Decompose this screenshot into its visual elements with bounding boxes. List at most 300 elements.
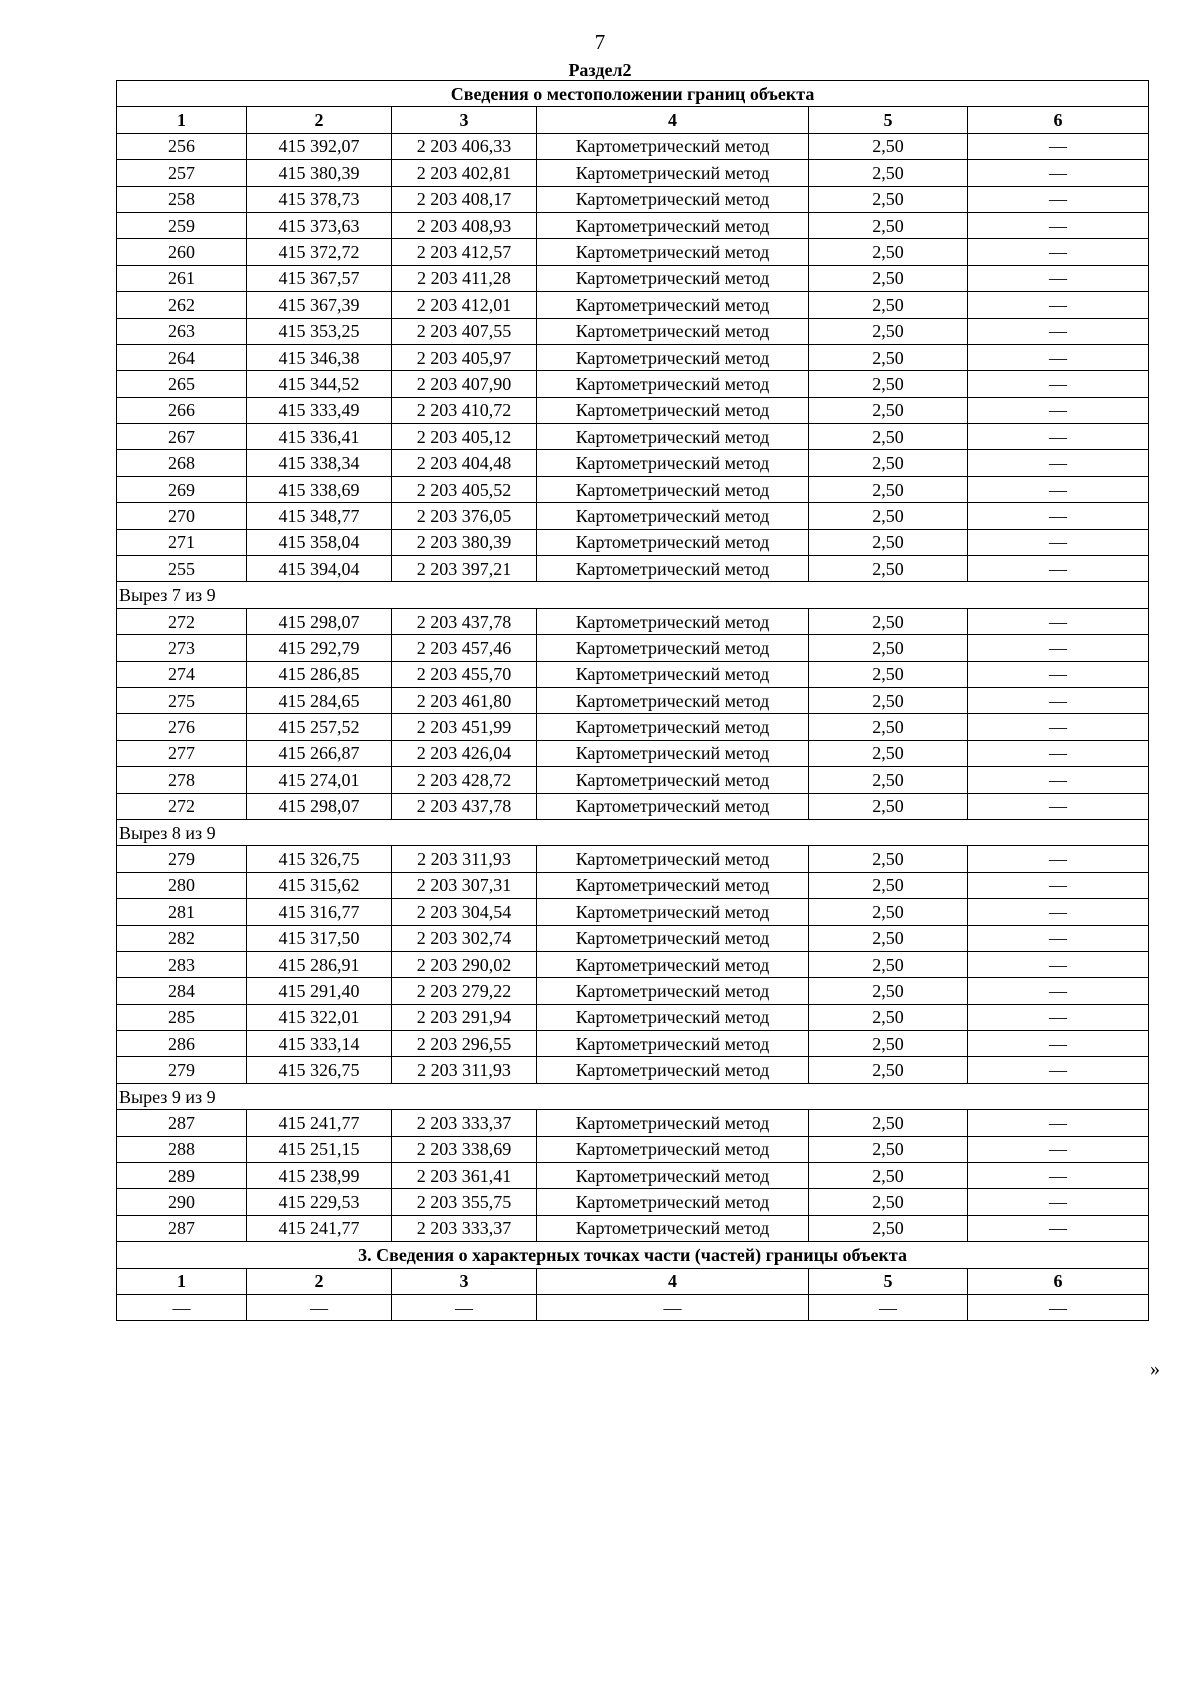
table-cell: Картометрический метод bbox=[537, 767, 809, 793]
table-cell: 2 203 457,46 bbox=[392, 635, 537, 661]
table-row bbox=[117, 846, 1149, 872]
table-row bbox=[117, 371, 1149, 397]
boundary-table bbox=[116, 80, 1149, 1321]
table-cell: 2 203 397,21 bbox=[392, 556, 537, 582]
table-cell: 2,50 bbox=[809, 476, 968, 502]
table-cell: 2 203 455,70 bbox=[392, 661, 537, 687]
table-cell: Картометрический метод bbox=[537, 424, 809, 450]
table-cell: Картометрический метод bbox=[537, 1163, 809, 1189]
table-cell: Картометрический метод bbox=[537, 1136, 809, 1162]
table-cell: 288 bbox=[117, 1136, 247, 1162]
table-cell: 272 bbox=[117, 608, 247, 634]
table-cell: 283 bbox=[117, 951, 247, 977]
table-cell: 415 322,01 bbox=[247, 1004, 392, 1030]
table-cell: 2,50 bbox=[809, 212, 968, 238]
table-cell: 415 238,99 bbox=[247, 1163, 392, 1189]
table-cell: 415 367,39 bbox=[247, 292, 392, 318]
table-cell: — bbox=[968, 292, 1149, 318]
table-cell: 415 326,75 bbox=[247, 846, 392, 872]
table-row bbox=[117, 635, 1149, 661]
table-cell: — bbox=[968, 951, 1149, 977]
table-header-row bbox=[117, 107, 1149, 133]
table-cell: 270 bbox=[117, 503, 247, 529]
table-cell: — bbox=[968, 344, 1149, 370]
table-cell: — bbox=[968, 503, 1149, 529]
table-cell: 2 203 333,37 bbox=[392, 1215, 537, 1241]
table-cell: 2 203 411,28 bbox=[392, 265, 537, 291]
table-cell: 2 203 426,04 bbox=[392, 740, 537, 766]
table-cell: — bbox=[968, 397, 1149, 423]
table-cell: 276 bbox=[117, 714, 247, 740]
table-cell: 2,50 bbox=[809, 1163, 968, 1189]
table-cell: 2,50 bbox=[809, 318, 968, 344]
table-cell: Картометрический метод bbox=[537, 476, 809, 502]
table-cell: 2,50 bbox=[809, 1004, 968, 1030]
table-cell: — bbox=[968, 1189, 1149, 1215]
table-cell: Картометрический метод bbox=[537, 186, 809, 212]
table-cell: 286 bbox=[117, 1031, 247, 1057]
table-cell: 415 367,57 bbox=[247, 265, 392, 291]
table-cell: 415 338,34 bbox=[247, 450, 392, 476]
table-row bbox=[117, 265, 1149, 291]
table-cell: Картометрический метод bbox=[537, 608, 809, 634]
boundary-table-body bbox=[117, 81, 1149, 1321]
table-cell: 255 bbox=[117, 556, 247, 582]
table-cell: — bbox=[968, 925, 1149, 951]
table-cell: — bbox=[968, 160, 1149, 186]
table-cell: — bbox=[968, 450, 1149, 476]
table-cell: 415 229,53 bbox=[247, 1189, 392, 1215]
table-cell: — bbox=[968, 1031, 1149, 1057]
table-cell: 2 203 410,72 bbox=[392, 397, 537, 423]
table-cell: Картометрический метод bbox=[537, 951, 809, 977]
table-cell: — bbox=[968, 371, 1149, 397]
table-row bbox=[117, 292, 1149, 318]
table-cell: 415 333,14 bbox=[247, 1031, 392, 1057]
table-cell: 2,50 bbox=[809, 925, 968, 951]
table-row bbox=[117, 1136, 1149, 1162]
table-cell: 415 291,40 bbox=[247, 978, 392, 1004]
table-row bbox=[117, 925, 1149, 951]
table-cell: — bbox=[968, 212, 1149, 238]
table-row bbox=[117, 344, 1149, 370]
table-row bbox=[117, 239, 1149, 265]
table-cell: 2 203 412,01 bbox=[392, 292, 537, 318]
page-number: 7 bbox=[594, 30, 606, 54]
table-cell: 2 203 380,39 bbox=[392, 529, 537, 555]
table-cell: 2,50 bbox=[809, 344, 968, 370]
table-cell: 2,50 bbox=[809, 424, 968, 450]
table-cell: 415 326,75 bbox=[247, 1057, 392, 1083]
column-header: 4 bbox=[537, 1268, 809, 1294]
table-cell: 415 274,01 bbox=[247, 767, 392, 793]
table-cell: 268 bbox=[117, 450, 247, 476]
table-cell: 415 257,52 bbox=[247, 714, 392, 740]
table-cell: — bbox=[968, 133, 1149, 159]
table-cell: — bbox=[968, 608, 1149, 634]
table-cell: 2 203 307,31 bbox=[392, 872, 537, 898]
table-cell: 279 bbox=[117, 846, 247, 872]
table-cell: 2,50 bbox=[809, 1215, 968, 1241]
group-label-row bbox=[117, 582, 1149, 608]
table-cell: Картометрический метод bbox=[537, 846, 809, 872]
table-cell: 2,50 bbox=[809, 1031, 968, 1057]
table-cell: Картометрический метод bbox=[537, 529, 809, 555]
table-row bbox=[117, 1031, 1149, 1057]
table-cell: 2,50 bbox=[809, 397, 968, 423]
table-row bbox=[117, 951, 1149, 977]
group-label: Вырез 7 из 9 bbox=[117, 582, 1149, 608]
table-header-row bbox=[117, 1268, 1149, 1294]
table-row bbox=[117, 212, 1149, 238]
group-label: Вырез 8 из 9 bbox=[117, 819, 1149, 845]
table-cell: 2,50 bbox=[809, 635, 968, 661]
table-cell: Картометрический метод bbox=[537, 872, 809, 898]
table-cell: Картометрический метод bbox=[537, 556, 809, 582]
table-cell: 2 203 408,17 bbox=[392, 186, 537, 212]
table-cell: — bbox=[968, 661, 1149, 687]
table-cell: Картометрический метод bbox=[537, 318, 809, 344]
table-cell: 415 373,63 bbox=[247, 212, 392, 238]
table-row bbox=[117, 133, 1149, 159]
table-cell: 2 203 404,48 bbox=[392, 450, 537, 476]
table-cell: 282 bbox=[117, 925, 247, 951]
table-cell: 2 203 405,12 bbox=[392, 424, 537, 450]
table-cell: Картометрический метод bbox=[537, 160, 809, 186]
table-cell: 290 bbox=[117, 1189, 247, 1215]
table-cell: — bbox=[247, 1294, 392, 1320]
table-cell: 279 bbox=[117, 1057, 247, 1083]
table-cell: 258 bbox=[117, 186, 247, 212]
column-header: 1 bbox=[117, 107, 247, 133]
table-cell: 415 292,79 bbox=[247, 635, 392, 661]
table-row bbox=[117, 1004, 1149, 1030]
table-row bbox=[117, 503, 1149, 529]
table-cell: 415 251,15 bbox=[247, 1136, 392, 1162]
table-cell: 256 bbox=[117, 133, 247, 159]
table-cell: 280 bbox=[117, 872, 247, 898]
table-row bbox=[117, 424, 1149, 450]
table-row bbox=[117, 318, 1149, 344]
table-cell: — bbox=[968, 767, 1149, 793]
table-row bbox=[117, 714, 1149, 740]
table-cell: 2,50 bbox=[809, 160, 968, 186]
table-cell: 257 bbox=[117, 160, 247, 186]
table-cell: Картометрический метод bbox=[537, 265, 809, 291]
table-cell: 2 203 428,72 bbox=[392, 767, 537, 793]
table-cell: — bbox=[968, 1215, 1149, 1241]
table-cell: 271 bbox=[117, 529, 247, 555]
table-row bbox=[117, 476, 1149, 502]
table-cell: 263 bbox=[117, 318, 247, 344]
group-label: Вырез 9 из 9 bbox=[117, 1083, 1149, 1109]
table-cell: 2 203 311,93 bbox=[392, 1057, 537, 1083]
table-cell: 261 bbox=[117, 265, 247, 291]
table-cell: 2 203 290,02 bbox=[392, 951, 537, 977]
table-cell: 2,50 bbox=[809, 661, 968, 687]
table-cell: 2 203 304,54 bbox=[392, 899, 537, 925]
column-header: 1 bbox=[117, 1268, 247, 1294]
column-header: 4 bbox=[537, 107, 809, 133]
table-cell: Картометрический метод bbox=[537, 1215, 809, 1241]
table-cell: 265 bbox=[117, 371, 247, 397]
table-cell: 2 203 461,80 bbox=[392, 687, 537, 713]
table-cell: 415 284,65 bbox=[247, 687, 392, 713]
table-cell: 415 344,52 bbox=[247, 371, 392, 397]
table-cell: 415 333,49 bbox=[247, 397, 392, 423]
table-cell: 2,50 bbox=[809, 978, 968, 1004]
table-cell: — bbox=[968, 740, 1149, 766]
table-cell: — bbox=[968, 239, 1149, 265]
table-cell: 2 203 279,22 bbox=[392, 978, 537, 1004]
table-cell: 2 203 407,55 bbox=[392, 318, 537, 344]
table-cell: — bbox=[809, 1294, 968, 1320]
table-cell: 415 346,38 bbox=[247, 344, 392, 370]
table-row bbox=[117, 556, 1149, 582]
table-cell: 415 298,07 bbox=[247, 608, 392, 634]
table-cell: Картометрический метод bbox=[537, 1057, 809, 1083]
table-cell: 415 372,72 bbox=[247, 239, 392, 265]
table-cell: 2,50 bbox=[809, 899, 968, 925]
table-cell: Картометрический метод bbox=[537, 714, 809, 740]
group-label-row bbox=[117, 1083, 1149, 1109]
table-cell: 2,50 bbox=[809, 186, 968, 212]
closing-quote-mark: » bbox=[1150, 1358, 1160, 1380]
table-cell: — bbox=[968, 899, 1149, 925]
table-cell: 2 203 302,74 bbox=[392, 925, 537, 951]
table-cell: — bbox=[968, 846, 1149, 872]
table-cell: 415 380,39 bbox=[247, 160, 392, 186]
table-row bbox=[117, 1294, 1149, 1320]
table-caption: 3. Сведения о характерных точках части (частей) границы объекта bbox=[117, 1242, 1149, 1268]
table-cell: 2 203 361,41 bbox=[392, 1163, 537, 1189]
table-cell: — bbox=[968, 1110, 1149, 1136]
table-cell: Картометрический метод bbox=[537, 239, 809, 265]
table-cell: 2 203 402,81 bbox=[392, 160, 537, 186]
table-cell: Картометрический метод bbox=[537, 1110, 809, 1136]
table-cell: 2,50 bbox=[809, 239, 968, 265]
table-cell: 2 203 376,05 bbox=[392, 503, 537, 529]
table-row bbox=[117, 1110, 1149, 1136]
table-row bbox=[117, 160, 1149, 186]
table-cell: 415 266,87 bbox=[247, 740, 392, 766]
table-cell: — bbox=[968, 318, 1149, 344]
table-cell: 273 bbox=[117, 635, 247, 661]
table-cell: 2 203 437,78 bbox=[392, 608, 537, 634]
table-cell: 2 203 405,52 bbox=[392, 476, 537, 502]
table-cell: Картометрический метод bbox=[537, 635, 809, 661]
table-cell: 2,50 bbox=[809, 450, 968, 476]
table-cell: Картометрический метод bbox=[537, 899, 809, 925]
column-header: 2 bbox=[247, 1268, 392, 1294]
table-cell: — bbox=[968, 529, 1149, 555]
table-cell: 415 338,69 bbox=[247, 476, 392, 502]
group-label-row bbox=[117, 819, 1149, 845]
table-cell: 415 241,77 bbox=[247, 1215, 392, 1241]
table-cell: Картометрический метод bbox=[537, 687, 809, 713]
table-cell: — bbox=[968, 186, 1149, 212]
table-cell: 415 317,50 bbox=[247, 925, 392, 951]
table-cell: 2,50 bbox=[809, 556, 968, 582]
table-cell: 266 bbox=[117, 397, 247, 423]
table-row bbox=[117, 450, 1149, 476]
table-row bbox=[117, 1189, 1149, 1215]
table-cell: — bbox=[968, 687, 1149, 713]
table-row bbox=[117, 978, 1149, 1004]
section-title: Раздел2 bbox=[568, 60, 632, 80]
table-cell: 2,50 bbox=[809, 740, 968, 766]
table-cell: — bbox=[968, 1294, 1149, 1320]
table-cell: — bbox=[968, 1136, 1149, 1162]
table-row bbox=[117, 872, 1149, 898]
table-cell: Картометрический метод bbox=[537, 1004, 809, 1030]
table-cell: 415 286,85 bbox=[247, 661, 392, 687]
table-cell: 278 bbox=[117, 767, 247, 793]
column-header: 5 bbox=[809, 107, 968, 133]
table-cell: — bbox=[968, 714, 1149, 740]
table-cell: 2,50 bbox=[809, 265, 968, 291]
table-cell: 287 bbox=[117, 1215, 247, 1241]
table-cell: 2 203 437,78 bbox=[392, 793, 537, 819]
table-cell: 2,50 bbox=[809, 1136, 968, 1162]
table-cell: — bbox=[968, 265, 1149, 291]
table-cell: Картометрический метод bbox=[537, 397, 809, 423]
table-cell: 281 bbox=[117, 899, 247, 925]
table-cell: 2,50 bbox=[809, 503, 968, 529]
table-cell: 2,50 bbox=[809, 714, 968, 740]
table-cell: — bbox=[968, 424, 1149, 450]
table-cell: 2 203 296,55 bbox=[392, 1031, 537, 1057]
table-cell: 2,50 bbox=[809, 133, 968, 159]
table-cell: — bbox=[392, 1294, 537, 1320]
table-cell: 2,50 bbox=[809, 872, 968, 898]
table-row bbox=[117, 793, 1149, 819]
table-cell: 2,50 bbox=[809, 687, 968, 713]
table-cell: 284 bbox=[117, 978, 247, 1004]
table-caption: Сведения о местоположении границ объекта bbox=[117, 81, 1149, 107]
table-cell: 260 bbox=[117, 239, 247, 265]
table-cell: 415 348,77 bbox=[247, 503, 392, 529]
table-cell: — bbox=[968, 872, 1149, 898]
table-cell: 2 203 407,90 bbox=[392, 371, 537, 397]
table-cell: Картометрический метод bbox=[537, 978, 809, 1004]
table-cell: — bbox=[117, 1294, 247, 1320]
table-cell: Картометрический метод bbox=[537, 925, 809, 951]
table-cell: — bbox=[968, 793, 1149, 819]
table-cell: 415 378,73 bbox=[247, 186, 392, 212]
table-row bbox=[117, 397, 1149, 423]
table-cell: 2,50 bbox=[809, 292, 968, 318]
table-cell: 275 bbox=[117, 687, 247, 713]
table-cell: 2 203 408,93 bbox=[392, 212, 537, 238]
table-cell: 2 203 406,33 bbox=[392, 133, 537, 159]
table-cell: Картометрический метод bbox=[537, 740, 809, 766]
table-cell: 2 203 405,97 bbox=[392, 344, 537, 370]
table-cell: 2 203 291,94 bbox=[392, 1004, 537, 1030]
column-header: 6 bbox=[968, 1268, 1149, 1294]
table-cell: 2,50 bbox=[809, 529, 968, 555]
table-cell: 415 358,04 bbox=[247, 529, 392, 555]
column-header: 3 bbox=[392, 1268, 537, 1294]
table-cell: 415 316,77 bbox=[247, 899, 392, 925]
table-cell: Картометрический метод bbox=[537, 1031, 809, 1057]
table-row bbox=[117, 687, 1149, 713]
table-cell: 274 bbox=[117, 661, 247, 687]
table-cell: 272 bbox=[117, 793, 247, 819]
table-cell: 2,50 bbox=[809, 1189, 968, 1215]
table-caption-row bbox=[117, 1242, 1149, 1268]
table-cell: Картометрический метод bbox=[537, 793, 809, 819]
table-cell: 415 392,07 bbox=[247, 133, 392, 159]
table-cell: 285 bbox=[117, 1004, 247, 1030]
table-cell: 287 bbox=[117, 1110, 247, 1136]
table-cell: 2 203 311,93 bbox=[392, 846, 537, 872]
column-header: 6 bbox=[968, 107, 1149, 133]
table-cell: 267 bbox=[117, 424, 247, 450]
table-cell: 415 298,07 bbox=[247, 793, 392, 819]
table-cell: 262 bbox=[117, 292, 247, 318]
table-row bbox=[117, 767, 1149, 793]
table-cell: 415 394,04 bbox=[247, 556, 392, 582]
table-row bbox=[117, 608, 1149, 634]
table-cell: 2,50 bbox=[809, 767, 968, 793]
table-row bbox=[117, 661, 1149, 687]
table-cell: 2,50 bbox=[809, 846, 968, 872]
table-cell: 2,50 bbox=[809, 951, 968, 977]
table-caption-row bbox=[117, 81, 1149, 107]
table-row bbox=[117, 1057, 1149, 1083]
table-cell: Картометрический метод bbox=[537, 344, 809, 370]
table-cell: 2 203 338,69 bbox=[392, 1136, 537, 1162]
table-cell: — bbox=[968, 1004, 1149, 1030]
table-cell: Картометрический метод bbox=[537, 292, 809, 318]
table-cell: — bbox=[968, 635, 1149, 661]
table-cell: 415 353,25 bbox=[247, 318, 392, 344]
table-row bbox=[117, 186, 1149, 212]
table-cell: — bbox=[968, 1057, 1149, 1083]
table-cell: 2 203 412,57 bbox=[392, 239, 537, 265]
table-row bbox=[117, 1163, 1149, 1189]
table-cell: 2 203 333,37 bbox=[392, 1110, 537, 1136]
table-cell: Картометрический метод bbox=[537, 503, 809, 529]
table-row bbox=[117, 740, 1149, 766]
table-cell: — bbox=[968, 1163, 1149, 1189]
table-row bbox=[117, 899, 1149, 925]
table-cell: 2,50 bbox=[809, 608, 968, 634]
column-header: 5 bbox=[809, 1268, 968, 1294]
table-cell: 415 336,41 bbox=[247, 424, 392, 450]
table-cell: 415 241,77 bbox=[247, 1110, 392, 1136]
table-row bbox=[117, 1215, 1149, 1241]
table-cell: 2 203 355,75 bbox=[392, 1189, 537, 1215]
table-cell: 269 bbox=[117, 476, 247, 502]
table-cell: 2 203 451,99 bbox=[392, 714, 537, 740]
table-cell: 259 bbox=[117, 212, 247, 238]
table-cell: 289 bbox=[117, 1163, 247, 1189]
table-cell: — bbox=[968, 978, 1149, 1004]
table-cell: 2,50 bbox=[809, 793, 968, 819]
table-cell: Картометрический метод bbox=[537, 450, 809, 476]
table-cell: 2,50 bbox=[809, 1057, 968, 1083]
column-header: 2 bbox=[247, 107, 392, 133]
table-cell: 415 286,91 bbox=[247, 951, 392, 977]
table-cell: — bbox=[537, 1294, 809, 1320]
table-cell: Картометрический метод bbox=[537, 212, 809, 238]
table-cell: — bbox=[968, 476, 1149, 502]
table-cell: Картометрический метод bbox=[537, 371, 809, 397]
table-cell: 2,50 bbox=[809, 1110, 968, 1136]
table-row bbox=[117, 529, 1149, 555]
